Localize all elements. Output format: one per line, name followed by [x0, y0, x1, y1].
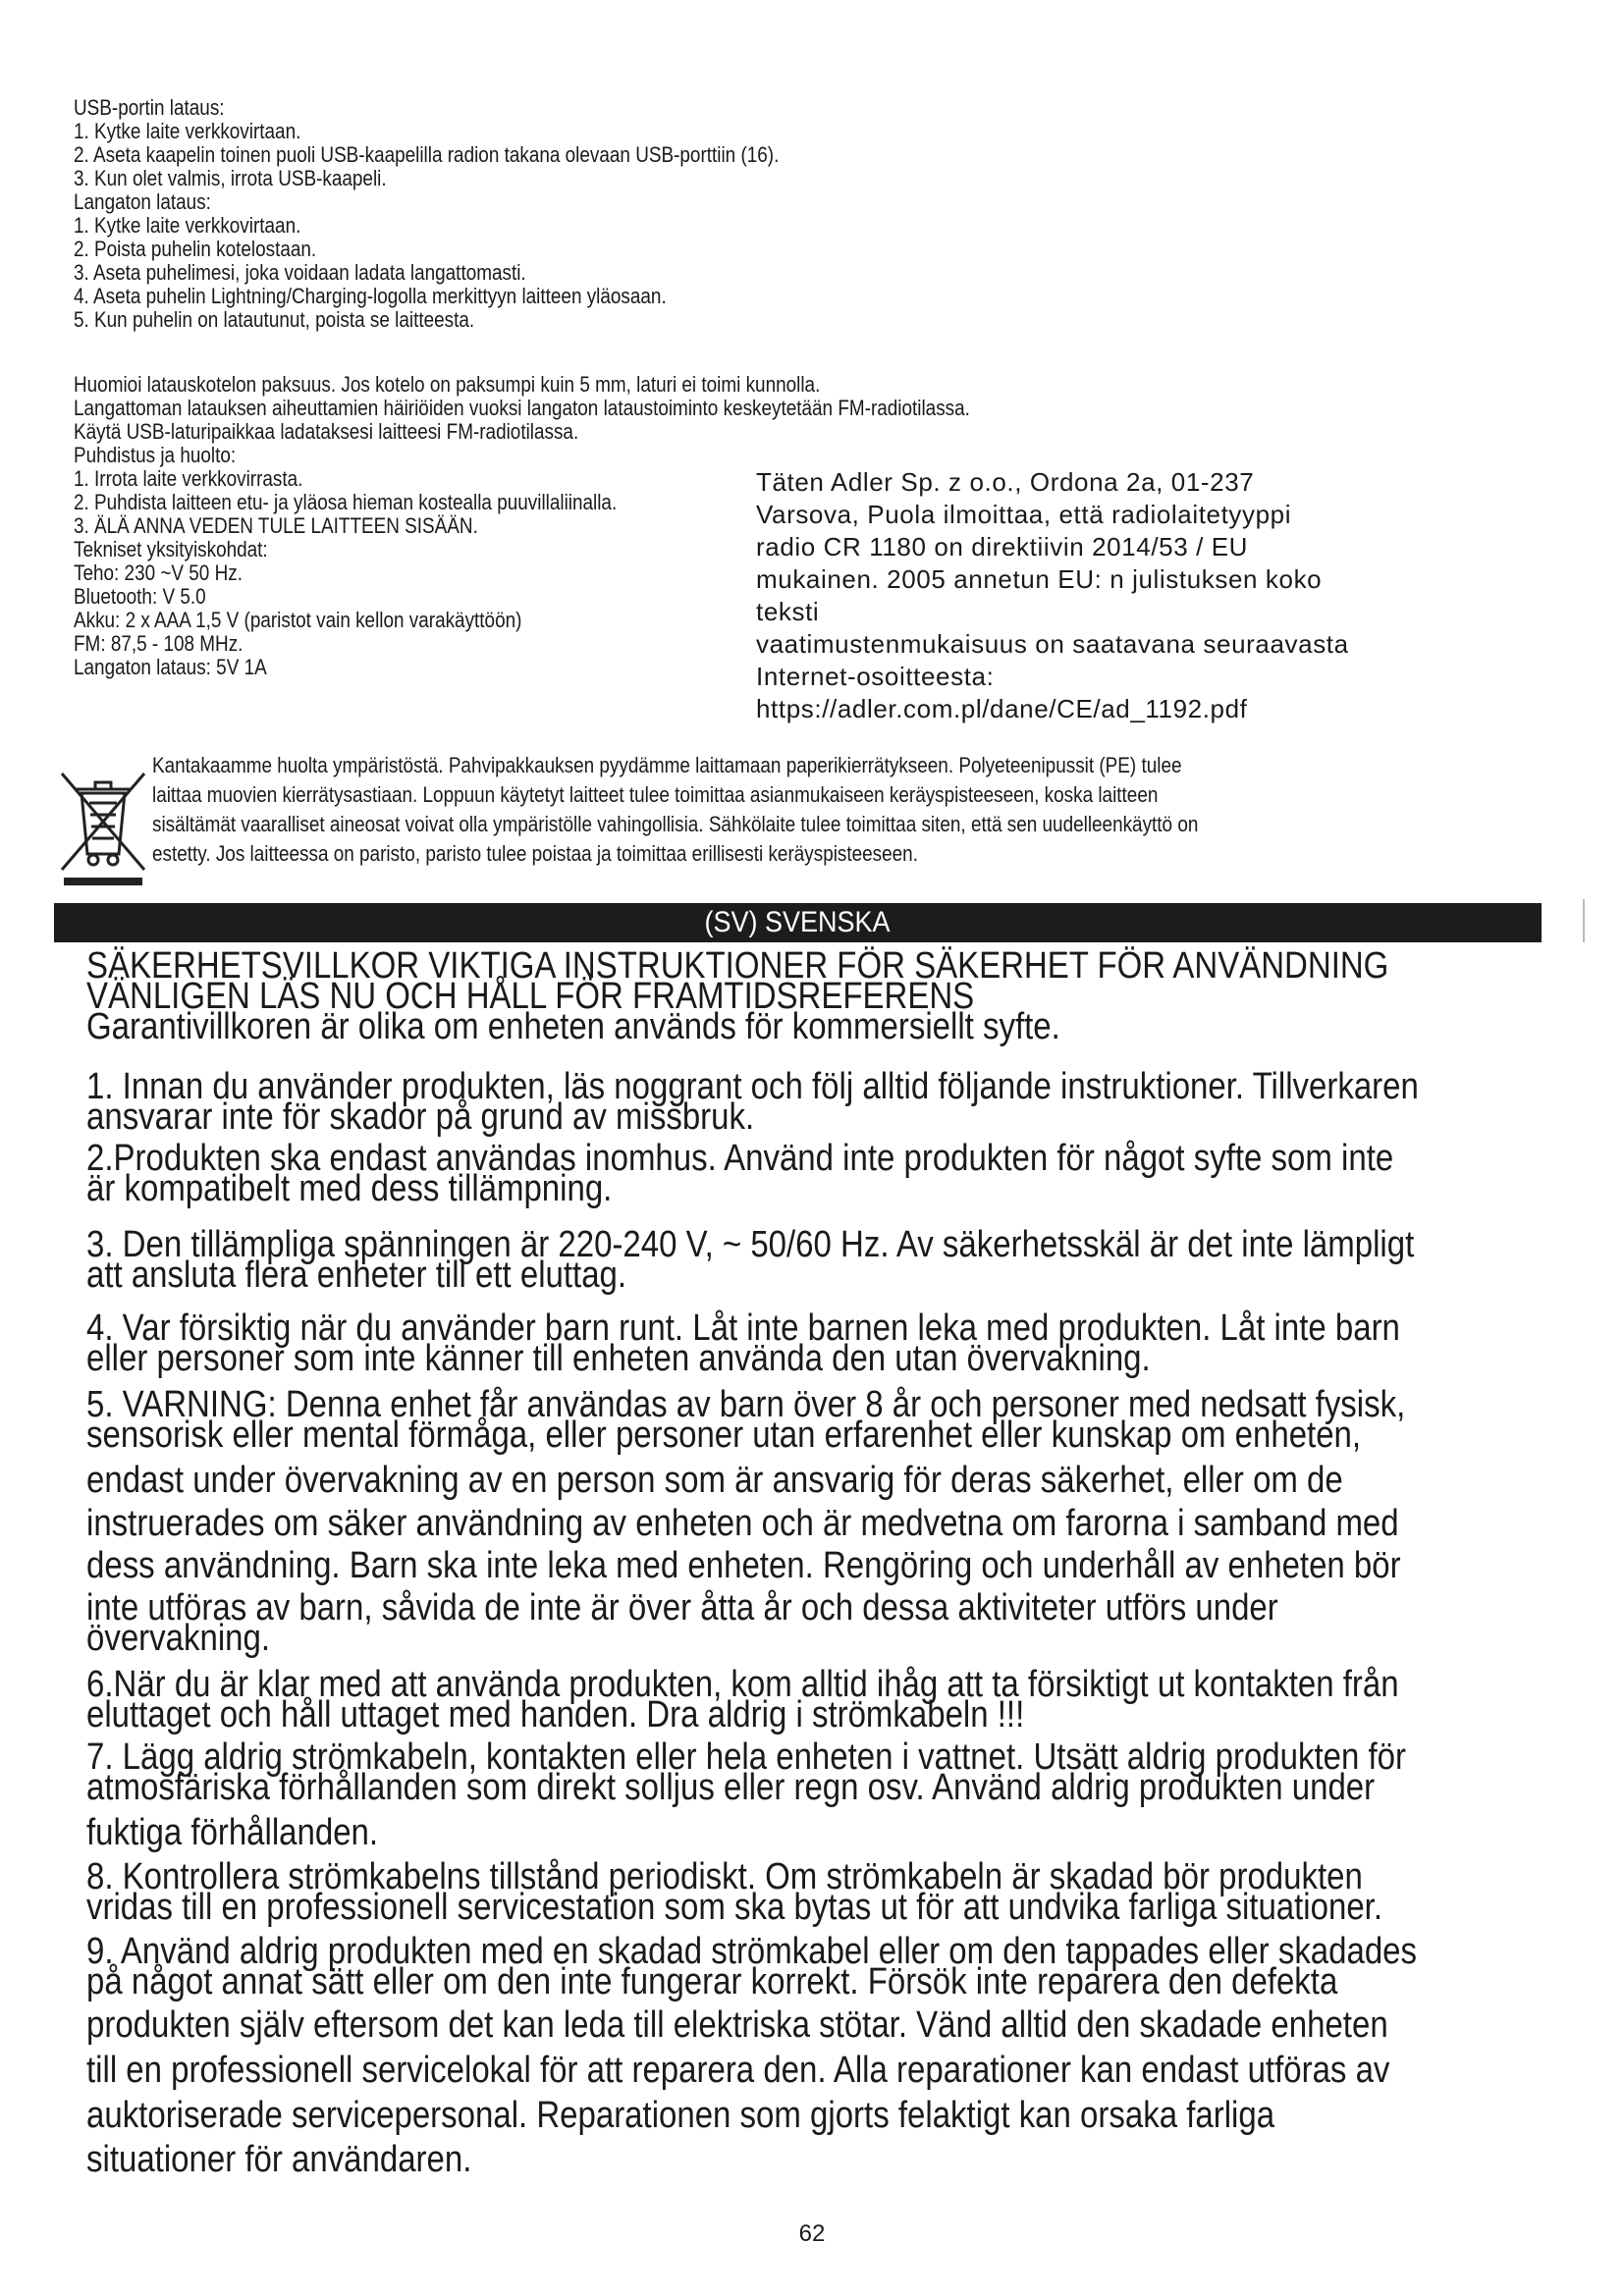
text-line: situationer för användaren. — [86, 2139, 472, 2180]
text-line: Tekniset yksityiskohdat: — [74, 537, 268, 561]
text-line: är kompatibelt med dess tillämpning. — [86, 1168, 613, 1209]
section-header-swedish — [54, 903, 1542, 942]
text-line: 8. Kontrollera strömkabelns tillstånd periodiskt. Om strömkabeln är skadad bör produkten — [86, 1856, 1363, 1897]
divider — [1583, 899, 1585, 942]
text-line: Garantivillkoren är olika om enheten används för kommersiellt syfte. — [86, 1006, 1060, 1047]
text-line: Varsova, Puola ilmoittaa, että radiolaitetyyppi — [756, 500, 1292, 529]
text-line: produkten själv eftersom det kan leda till elektriska stötar. Vänd alltid den skadade enheten — [86, 2004, 1388, 2046]
text-line: Bluetooth: V 5.0 — [74, 584, 206, 609]
text-line: till en professionell servicelokal för att reparera den. Alla reparationer kan endast utföras av — [86, 2050, 1390, 2091]
text-line: inte utföras av barn, såvida de inte är över åtta år och dessa aktiviteter utförs under — [86, 1587, 1278, 1629]
text-line: Puhdistus ja huolto: — [74, 443, 237, 467]
text-line: 4. Var försiktig när du använder barn runt. Låt inte barnen leka med produkten. Låt inte barn — [86, 1308, 1400, 1349]
text-line: 5. VARNING: Denna enhet får användas av barn över 8 år och personer med nedsatt fysisk, — [86, 1384, 1406, 1425]
text-line: 2.Produkten ska endast användas inomhus. Använd inte produkten för något syfte som inte — [86, 1138, 1394, 1179]
text-line: eller personer som inte känner till enheten använda den utan övervakning. — [86, 1338, 1151, 1379]
text-line: Teho: 230 ~V 50 Hz. — [74, 561, 243, 585]
text-line: mukainen. 2005 annetun EU: n julistuksen koko — [756, 564, 1323, 594]
text-line: vridas till en professionell servicestation som ska bytas ut för att undvika farliga situationer. — [86, 1887, 1382, 1928]
text-line: övervakning. — [86, 1618, 271, 1659]
text-line: Langaton lataus: — [74, 189, 211, 214]
text-line: fuktiga förhållanden. — [86, 1812, 379, 1853]
text-line: FM: 87,5 - 108 MHz. — [74, 631, 244, 656]
text-line: sisältämät vaaralliset aineosat voivat olla ympäristölle vahingollisia. Sähkölaite tulee toimittaa siten, että sen uudelleenkäyttö on — [152, 812, 1199, 836]
text-line: https://adler.com.pl/dane/CE/ad_1192.pdf — [756, 694, 1248, 723]
text-line: radio CR 1180 on direktiivin 2014/53 / EU — [756, 532, 1249, 561]
section-title: (SV) SVENSKA — [704, 906, 892, 938]
text-line: att ansluta flera enheter till ett eluttag. — [86, 1255, 627, 1296]
text-line: instruerades om säker användning av enheten och är medvetna om farorna i samband med — [86, 1503, 1399, 1544]
text-line: sensorisk eller mental förmåga, eller personer utan erfarenhet eller kunskap om enheten, — [86, 1415, 1362, 1456]
text-line: Huomioi latauskotelon paksuus. Jos kotelo on paksumpi kuin 5 mm, laturi ei toimi kunnolla. — [74, 372, 821, 397]
text-line: estetty. Jos laitteessa on paristo, paristo tulee poistaa ja toimittaa erillisesti keräyspisteeseen. — [152, 841, 918, 866]
text-line: 3. ÄLÄ ANNA VEDEN TULE LAITTEEN SISÄÄN. — [74, 513, 478, 538]
text-line: Kantakaamme huolta ympäristöstä. Pahvipakkauksen pyydämme laittamaan paperikierrätykseen. Polyeteenipussit (PE) tulee — [152, 753, 1182, 777]
text-line: 2. Poista puhelin kotelostaan. — [74, 237, 317, 261]
text-line: ansvarar inte för skador på grund av missbruk. — [86, 1096, 755, 1138]
text-line: 2. Puhdista laitteen etu- ja yläosa hieman kostealla puuvillaliinalla. — [74, 490, 618, 514]
text-line: vaatimustenmukaisuus on saatavana seuraavasta — [756, 629, 1349, 659]
page-number: 62 — [798, 2220, 826, 2247]
text-line: Täten Adler Sp. z o.o., Ordona 2a, 01-237 — [756, 467, 1255, 497]
text-line: 7. Lägg aldrig strömkabeln, kontakten eller hela enheten i vattnet. Utsätt aldrig produkten för — [86, 1736, 1406, 1778]
text-line: 3. Kun olet valmis, irrota USB-kaapeli. — [74, 166, 387, 190]
crossed-out-wheelie-bin-icon — [54, 756, 152, 888]
text-line: laittaa muovien kierrätysastiaan. Loppuun käytetyt laitteet tulee toimittaa asianmukaiseen keräyspisteeseen, koska laitteen — [152, 782, 1159, 807]
text-line: 9. Använd aldrig produkten med en skadad strömkabel eller om den tappades eller skadades — [86, 1931, 1418, 1972]
text-line: teksti — [756, 597, 820, 626]
text-line: Akku: 2 x AAA 1,5 V (paristot vain kellon varakäyttöön) — [74, 608, 522, 632]
text-line: eluttaget och håll uttaget med handen. Dra aldrig i strömkabeln !!! — [86, 1694, 1025, 1735]
heading-line: VÄNLIGEN LÄS NU OCH HÅLL FÖR FRAMTIDSREFERENS — [86, 976, 975, 1017]
text-line: 4. Aseta puhelin Lightning/Charging-logolla merkittyyn laitteen yläosaan. — [74, 284, 667, 308]
text-line: Langaton lataus: 5V 1A — [74, 655, 267, 679]
text-line: 1. Kytke laite verkkovirtaan. — [74, 213, 301, 238]
text-line: på något annat sätt eller om den inte fungerar korrekt. Försök inte reparera den defekta — [86, 1961, 1338, 2002]
text-line: 2. Aseta kaapelin toinen puoli USB-kaapelilla radion takana olevaan USB-porttiin (16). — [74, 142, 780, 167]
text-line: 1. Innan du använder produkten, läs noggrant och följ alltid följande instruktioner. Tillverkaren — [86, 1066, 1419, 1107]
text-line: Käytä USB-laturipaikkaa ladataksesi laitteesi FM-radiotilassa. — [74, 419, 579, 444]
text-line: dess användning. Barn ska inte leka med enheten. Rengöring och underhåll av enheten bör — [86, 1545, 1401, 1586]
text-line: 1. Irrota laite verkkovirrasta. — [74, 466, 303, 491]
text-line: 3. Aseta puhelimesi, joka voidaan ladata langattomasti. — [74, 260, 526, 285]
text-line: endast under övervakning av en person som är ansvarig för deras säkerhet, eller om de — [86, 1460, 1343, 1501]
heading-line: SÄKERHETSVILLKOR VIKTIGA INSTRUKTIONER FÖR SÄKERHET FÖR ANVÄNDNING — [86, 945, 1389, 987]
text-line: Internet-osoitteesta: — [756, 662, 995, 691]
text-line: 5. Kun puhelin on latautunut, poista se laitteesta. — [74, 307, 475, 332]
text-line: 3. Den tillämpliga spänningen är 220-240 V, ~ 50/60 Hz. Av säkerhetsskäl är det inte lämpligt — [86, 1224, 1415, 1265]
text-line: Langattoman latauksen aiheuttamien häiriöiden vuoksi langaton lataustoiminto keskeytetään FM-radiotilassa. — [74, 396, 970, 420]
text-line: 6.När du är klar med att använda produkten, kom alltid ihåg att ta försiktigt ut kontakten från — [86, 1664, 1399, 1705]
text-line: 1. Kytke laite verkkovirtaan. — [74, 119, 301, 143]
text-line: auktoriserade servicepersonal. Reparationen som gjorts felaktigt kan orsaka farliga — [86, 2095, 1275, 2136]
text-line: atmosfäriska förhållanden som direkt solljus eller regn osv. Använd aldrig produkten under — [86, 1767, 1376, 1808]
text-line: USB-portin lataus: — [74, 95, 225, 120]
